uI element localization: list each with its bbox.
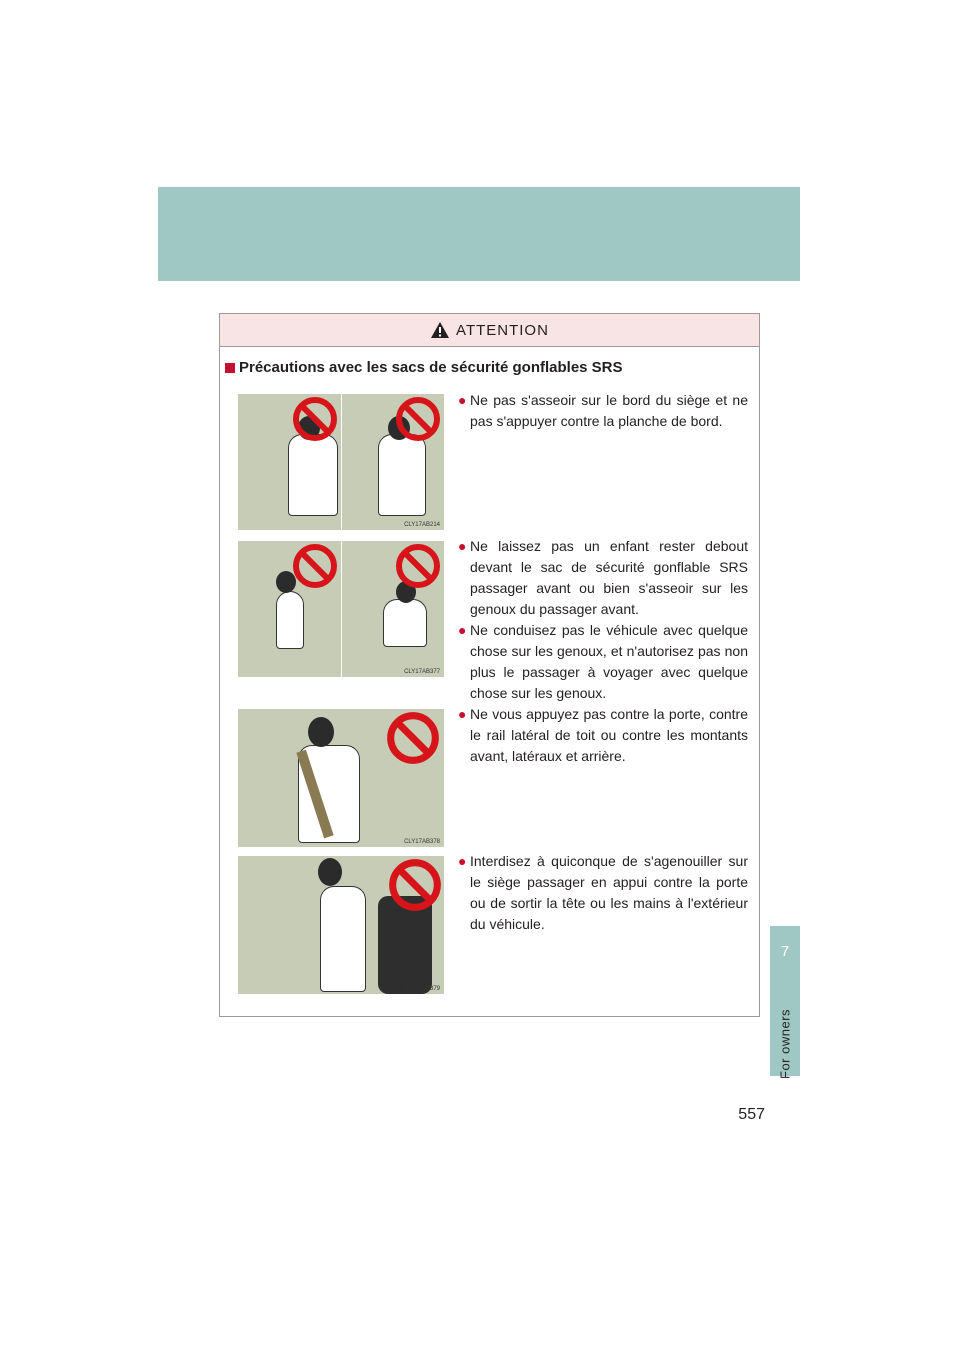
square-bullet-icon	[225, 363, 235, 373]
bullet-icon: ●	[458, 706, 467, 722]
prohibition-icon	[386, 711, 440, 765]
caution-header	[220, 314, 759, 347]
image-code: CLY17AB214	[404, 522, 440, 528]
section-heading	[225, 359, 623, 376]
caution-item: ● Ne pas s'asseoir sur le bord du siège et ne pas s'appuyer contre la planche de bord.	[458, 392, 748, 429]
caution-item: ● Ne laissez pas un enfant rester debout devant le sac de sécurité gonflable SRS passager avant ou bien s'asseoir sur les genoux du passager avant.	[458, 538, 748, 617]
caution-item: ● Interdisez à quiconque de s'agenouiller sur le siège passager en appui contre la porte ou de sortir la tête ou les mains à l'extérieur du véhicule.	[458, 853, 748, 932]
caution-title: ATTENTION	[456, 321, 549, 339]
caution-item: ● Ne conduisez pas le véhicule avec quelque chose sur les genoux, et n'autorisez pas non plus le passager à voyager avec quelque chose sur les genoux.	[458, 622, 748, 701]
bullet-icon: ●	[458, 538, 467, 554]
illustration-seat-edge	[238, 394, 444, 530]
chapter-number: 7	[780, 943, 790, 960]
illustration-leaning-door	[238, 709, 444, 847]
caution-item: ● Ne vous appuyez pas contre la porte, contre le rail latéral de toit ou contre les montants avant, latéraux et arrière.	[458, 706, 748, 764]
prohibition-icon	[395, 396, 441, 442]
bullet-icon: ●	[458, 622, 467, 638]
header-band	[158, 187, 800, 281]
image-code: CLY17AB377	[404, 669, 440, 675]
illustration-kneeling-seat	[238, 856, 444, 994]
bullet-icon: ●	[458, 392, 467, 408]
section-heading-text: Précautions avec les sacs de sécurité gonflables SRS	[239, 359, 623, 376]
chapter-label: For owners	[777, 1008, 793, 1080]
illustration-child-passenger	[238, 541, 444, 677]
warning-icon	[430, 321, 450, 339]
caution-box	[219, 313, 760, 1017]
prohibition-icon	[395, 543, 441, 589]
page-number: 557	[738, 1106, 765, 1123]
prohibition-icon	[292, 396, 338, 442]
image-code: CLY17AB379	[404, 986, 440, 992]
image-code: CLY17AB378	[404, 839, 440, 845]
prohibition-icon	[292, 543, 338, 589]
bullet-icon: ●	[458, 853, 467, 869]
prohibition-icon	[388, 858, 442, 912]
